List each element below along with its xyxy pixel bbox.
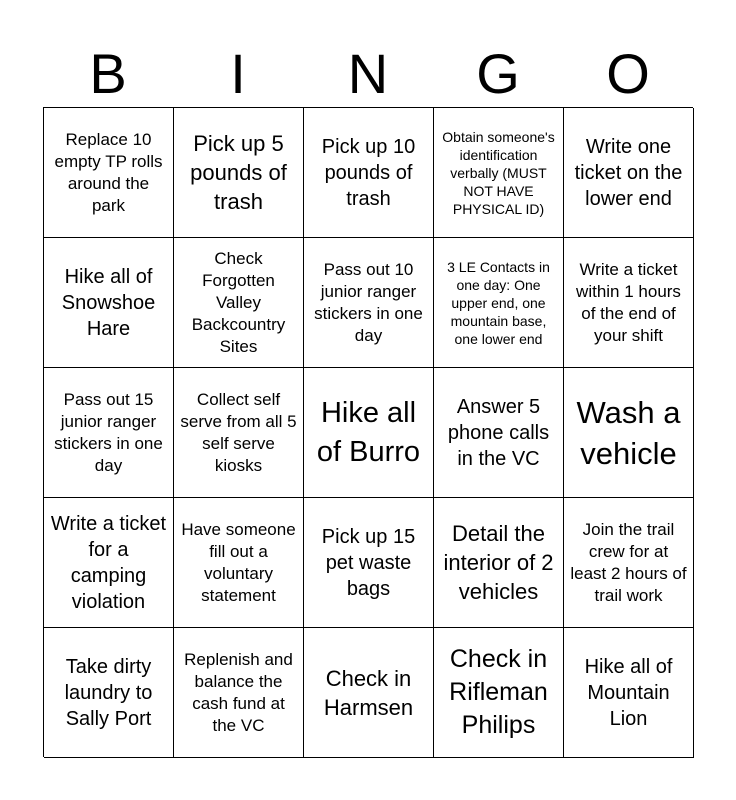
bingo-grid [43,107,693,757]
bingo-cell: Hike all of Burro [304,368,434,498]
bingo-cell: Write one ticket on the lower end [564,108,694,238]
bingo-cell: Pick up 15 pet waste bags [304,498,434,628]
bingo-cell: 3 LE Contacts in one day: One upper end, one mountain base, one lower end [434,238,564,368]
bingo-cell: Collect self serve from all 5 self serve kiosks [174,368,304,498]
bingo-cell: Join the trail crew for at least 2 hours of trail work [564,498,694,628]
bingo-header [43,40,693,108]
bingo-cell: Check Forgotten Valley Backcountry Sites [174,238,304,368]
bingo-cell: Check in Rifleman Philips [434,628,564,758]
header-letter-o: O [606,42,650,105]
bingo-cell: Hike all of Mountain Lion [564,628,694,758]
bingo-cell: Hike all of Snowshoe Hare [44,238,174,368]
bingo-cell: Pick up 5 pounds of trash [174,108,304,238]
bingo-cell: Pass out 10 junior ranger stickers in one day [304,238,434,368]
header-letter-n: N [347,42,389,105]
header-letter-i: I [230,42,246,105]
header-letter-b: B [89,42,127,105]
bingo-cell: Have someone fill out a voluntary statement [174,498,304,628]
bingo-cell: Pass out 15 junior ranger stickers in one day [44,368,174,498]
bingo-cell: Replace 10 empty TP rolls around the park [44,108,174,238]
bingo-cell: Pick up 10 pounds of trash [304,108,434,238]
bingo-cell: Detail the interior of 2 vehicles [434,498,564,628]
bingo-cell: Take dirty laundry to Sally Port [44,628,174,758]
bingo-cell: Answer 5 phone calls in the VC [434,368,564,498]
bingo-cell: Replenish and balance the cash fund at the VC [174,628,304,758]
header-letter-g: G [476,42,520,105]
bingo-cell: Wash a vehicle [564,368,694,498]
bingo-cell: Check in Harmsen [304,628,434,758]
bingo-cell: Write a ticket for a camping violation [44,498,174,628]
bingo-cell: Obtain someone's identification verbally (MUST NOT HAVE PHYSICAL ID) [434,108,564,238]
bingo-cell: Write a ticket within 1 hours of the end of your shift [564,238,694,368]
